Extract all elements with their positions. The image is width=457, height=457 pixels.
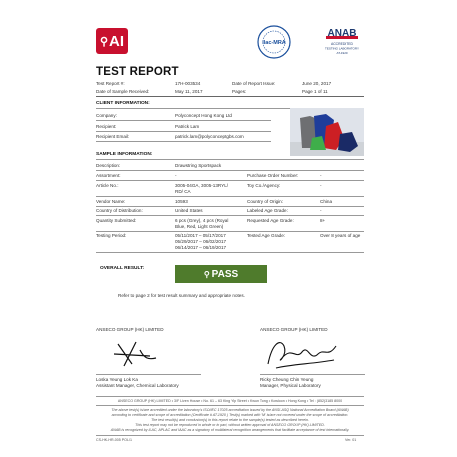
article-value-line1: 3005-04GA, 3005-13RYL/ bbox=[175, 183, 229, 188]
footer-line3: The test result(s) and conclusion(s) in this report relate to the sample(s) tested as described herein. bbox=[151, 418, 309, 422]
left-company: ANSECO GROUP (HK) LIMITED bbox=[96, 327, 164, 332]
labeled-age-value: - bbox=[320, 208, 322, 213]
issue-date-value: June 20, 2017 bbox=[302, 81, 332, 86]
divider bbox=[96, 96, 364, 97]
result-note: Refer to page 2 for test result summary and appropriate notes. bbox=[118, 293, 245, 298]
po-value: - bbox=[320, 173, 322, 178]
right-title: Manager, Physical Laboratory bbox=[260, 383, 321, 388]
right-company: ANSECO GROUP (HK) LIMITED bbox=[260, 327, 328, 332]
quantity-label: Quantity Submitted: bbox=[96, 218, 137, 223]
requested-age-label: Requested Age Grade: bbox=[247, 218, 294, 223]
vendor-value: 10593 bbox=[175, 199, 188, 204]
article-value-line2: RD/ CA bbox=[175, 189, 191, 194]
origin-label: Country of Origin: bbox=[247, 199, 283, 204]
divider bbox=[96, 131, 271, 132]
distribution-value: United States bbox=[175, 208, 203, 213]
labeled-age-label: Labeled Age Grade: bbox=[247, 208, 288, 213]
email-label: Recipient Email: bbox=[96, 134, 130, 139]
pass-badge bbox=[175, 265, 267, 283]
tested-age-value: Over 8 years of age bbox=[320, 233, 361, 238]
company-value: Polyconcept Hong Kong Ltd bbox=[175, 113, 232, 118]
divider bbox=[96, 252, 364, 253]
recipient-label: Recipient: bbox=[96, 124, 117, 129]
divider bbox=[96, 231, 364, 232]
divider bbox=[96, 435, 364, 436]
left-signature bbox=[110, 338, 160, 368]
pin-icon: ⚲ bbox=[203, 269, 210, 279]
divider bbox=[96, 196, 364, 197]
ilac-mra-logo bbox=[256, 24, 292, 60]
origin-value: China bbox=[320, 199, 333, 204]
toy-label: Toy Co./Agency: bbox=[247, 183, 281, 188]
description-value: Drawstring Sportspack bbox=[175, 163, 222, 168]
right-signature bbox=[262, 334, 342, 372]
tested-age-label: Tested Age Grade: bbox=[247, 233, 286, 238]
company-label: Company: bbox=[96, 113, 117, 118]
page-title: TEST REPORT bbox=[96, 66, 179, 78]
quantity-value-line1: 6 pcs (Grey), 4 pcs (Royal bbox=[175, 218, 229, 223]
ilac-logo-text: ilac-MRA bbox=[262, 40, 286, 46]
left-title: Assistant Manager, Chemical Laboratory bbox=[96, 383, 179, 388]
quantity-value-line2: Blue, Red, Light Green) bbox=[175, 224, 224, 229]
distribution-label: Country of Distribution: bbox=[96, 208, 143, 213]
testing-label: Testing Period: bbox=[96, 233, 127, 238]
toy-value: - bbox=[320, 183, 322, 188]
testing-value-line1: 05/11/2017 – 05/17/2017 bbox=[175, 233, 226, 238]
overall-result-label: OVERALL RESULT: bbox=[100, 266, 145, 271]
report-no-label: Test Report #: bbox=[96, 81, 125, 86]
signature-line bbox=[260, 374, 365, 375]
logo-text: AI bbox=[109, 32, 125, 50]
divider bbox=[96, 396, 364, 397]
left-name: Loska Yeung Lok Ka bbox=[96, 377, 138, 382]
anab-cert: AT-1920 bbox=[336, 51, 348, 55]
divider bbox=[96, 180, 364, 181]
recipient-value: Patrick Lam bbox=[175, 124, 200, 129]
client-heading: CLIENT INFORMATION: bbox=[96, 101, 150, 106]
company-logo bbox=[96, 28, 128, 54]
product-photo bbox=[290, 108, 364, 156]
received-label: Date of Sample Received: bbox=[96, 89, 150, 94]
assortment-label: Assortment: bbox=[96, 173, 121, 178]
footer-line4: This test report may not be reproduced in whole or in part, without written approval of ANSECO GROUP (HK) LIMITED. bbox=[135, 423, 325, 427]
version: Ver. 01 bbox=[345, 438, 357, 442]
pin-icon: ⚲ bbox=[99, 35, 109, 48]
footer-line5: ANAB is recognized by ILAC, APLAC and IAAC as a signatory of multilateral recognition arrangements that facilitate acceptance of test internationally. bbox=[110, 428, 350, 432]
sample-heading: SAMPLE INFORMATION: bbox=[96, 152, 153, 157]
pass-text: PASS bbox=[211, 268, 239, 280]
footer-line2: according to certificate and scope of accreditation (Certificate # AT-1920 ) Test(s) marked with 'M' is/are not covered under the scope of accreditation. bbox=[111, 413, 349, 417]
divider bbox=[96, 215, 364, 216]
description-label: Description: bbox=[96, 163, 121, 168]
testing-value-line3: 06/14/2017 – 06/19/2017 bbox=[175, 245, 227, 250]
footer-line1: The above test(s) is/are accredited under the laboratory's ISO/IEC 17025 accreditation issued by the ANSI-ASQ National Accreditation Board (ANAB) bbox=[111, 408, 349, 412]
footer-address: ANSECO GROUP (HK) LIMITED • 3/F Liven House • No. 61 – 63 King Yip Street • Kwun Tong • Kowloon • Hong Kong • Tel : (852)3185 8000 bbox=[117, 399, 343, 403]
report-no-value: 17H-003534 bbox=[175, 81, 201, 86]
pages-value: Page 1 of 11 bbox=[302, 89, 328, 94]
divider bbox=[96, 405, 364, 406]
anab-sub2: TESTING LABORATORY bbox=[324, 46, 360, 51]
issue-date-label: Date of Report Issue: bbox=[232, 81, 276, 86]
signature-line bbox=[96, 374, 201, 375]
testing-value-line2: 05/29/2017 – 06/02/2017 bbox=[175, 239, 227, 244]
anab-logo-text: ANAB bbox=[327, 28, 357, 39]
pages-label: Pages: bbox=[232, 89, 247, 94]
po-label: Purchase Order Number: bbox=[247, 173, 299, 178]
assortment-value: - bbox=[175, 173, 177, 178]
divider bbox=[96, 206, 364, 207]
received-value: May 11, 2017 bbox=[175, 89, 203, 94]
form-code: CS-HK-HR-005 POL/1 bbox=[96, 438, 132, 442]
anab-logo bbox=[320, 26, 364, 62]
divider bbox=[96, 141, 271, 142]
vendor-label: Vendor Name: bbox=[96, 199, 126, 204]
divider bbox=[96, 120, 271, 121]
email-value: patrick.lam@polyconceptgbs.com bbox=[175, 134, 244, 139]
anab-sub: ACCREDITED bbox=[330, 42, 354, 46]
requested-age-value: 8+ bbox=[320, 218, 326, 223]
article-label: Article No.: bbox=[96, 183, 119, 188]
divider bbox=[96, 170, 364, 171]
divider bbox=[96, 159, 364, 160]
right-name: Ricky Cheung Chin Yeung bbox=[260, 377, 314, 382]
